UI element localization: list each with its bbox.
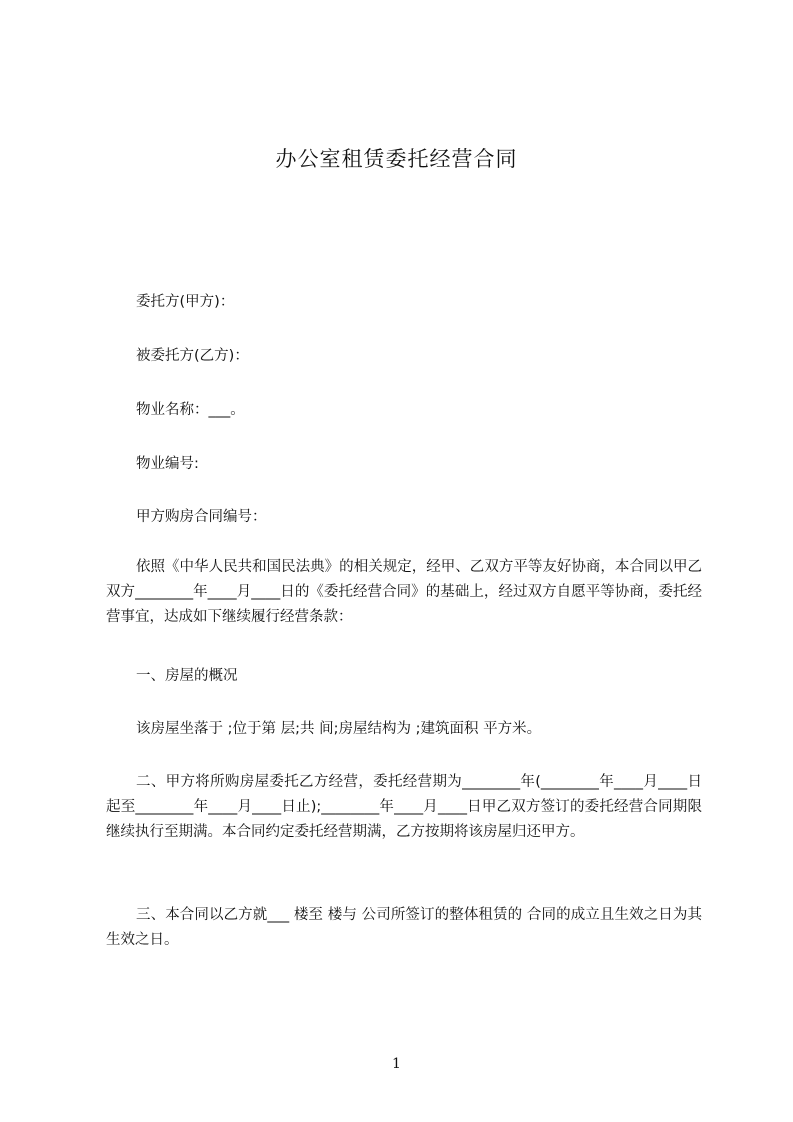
section-1-heading: 一、房屋的概况 [136,668,238,684]
property-number-field: 物业编号: [136,456,199,472]
section-3-paragraph: 三、本合同以乙方就___ 楼至 楼与 公司所签订的整体租赁的 合同的成立且生效之日为其生效之日。 [106,907,702,948]
property-name-field: 物业名称：___。 [136,402,245,418]
purchase-contract-number-field: 甲方购房合同编号： [136,509,267,525]
section-2-paragraph: 二、甲方将所购房屋委托乙方经营，委托经营期为________年(________年____月____日起至________年____月____日止);________年____月____日甲乙双方签订的委托经营合同期限继续执行至期满。本合同约定委托经营期满，乙方按期将该房屋归还甲方。 [106,774,702,840]
intro-paragraph: 依照《中华人民共和国民法典》的相关规定，经甲、乙双方平等友好协商，本合同以甲乙双方________年____月____日的《委托经营合同》的基础上，经过双方自愿平等协商，委托经营事宜，达成如下继续履行经营条款： [106,559,702,625]
section-1-body: 该房屋坐落于 ;位于第 层;共 间;房屋结构为 ;建筑面积 平方米。 [136,721,542,737]
principal-field: 委托方(甲方)： [136,294,235,310]
page-title: 办公室租赁委托经营合同 [275,147,518,171]
page-number: 1 [392,1056,401,1072]
agent-field: 被委托方(乙方)： [136,348,249,364]
